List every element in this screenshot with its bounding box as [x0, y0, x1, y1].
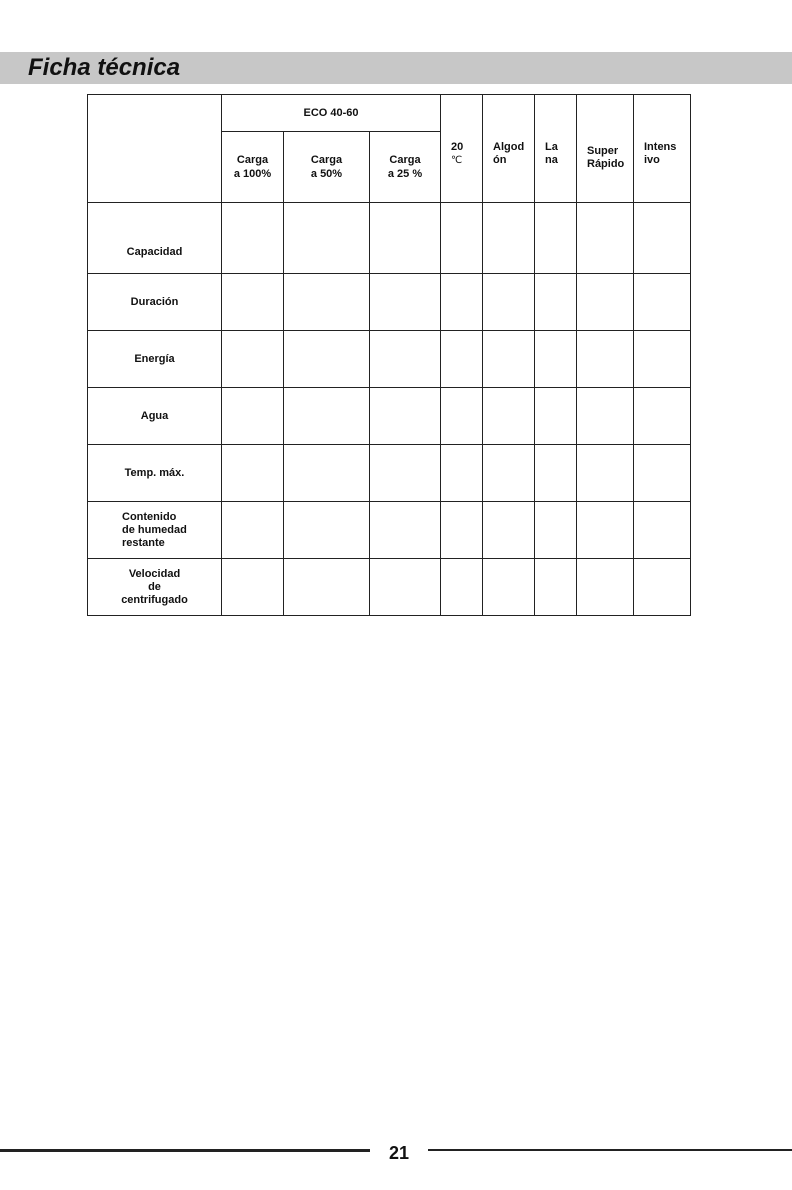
program-header-label: La [545, 141, 558, 153]
table-cell [370, 203, 441, 274]
table-cell [634, 502, 691, 559]
table-cell [222, 559, 284, 616]
table-cell [222, 445, 284, 502]
table-cell [577, 203, 634, 274]
table-cell [577, 445, 634, 502]
table-cell [634, 445, 691, 502]
program-header-label: ivo [644, 154, 660, 166]
table-cell [222, 502, 284, 559]
table-cell [634, 559, 691, 616]
table-cell [222, 331, 284, 388]
table-cell [370, 445, 441, 502]
table-cell [441, 502, 483, 559]
row-label-line: restante [122, 536, 165, 549]
table-cell [222, 388, 284, 445]
table-cell [284, 502, 370, 559]
table-cell [483, 274, 535, 331]
table-cell [535, 274, 577, 331]
row-label-energy: Energía [88, 331, 222, 388]
row-label-max-temp: Temp. máx. [88, 445, 222, 502]
table-cell [222, 274, 284, 331]
table-cell [483, 331, 535, 388]
table-cell [370, 559, 441, 616]
row-label-duration: Duración [88, 274, 222, 331]
table-cell [441, 274, 483, 331]
table-cell [370, 274, 441, 331]
program-header-wool [535, 95, 577, 203]
page-title: Ficha técnica [28, 54, 181, 81]
technical-spec-table [87, 94, 691, 616]
row-label-line: de [148, 580, 161, 593]
program-header-label: Rápido [587, 158, 625, 170]
table-cell [370, 502, 441, 559]
table-cell [483, 388, 535, 445]
eco-load-label: Carga [236, 154, 269, 166]
program-header-label: na [545, 154, 558, 166]
eco-load-value: a 50% [310, 168, 343, 180]
table-row [88, 445, 691, 502]
program-header-label: Algod [493, 141, 525, 153]
eco-load-label: Carga [389, 154, 421, 166]
row-label-line: Velocidad [128, 567, 181, 580]
table-cell [441, 203, 483, 274]
table-cell [284, 388, 370, 445]
row-label-water: Agua [88, 388, 222, 445]
table-cell [535, 445, 577, 502]
table-cell [634, 203, 691, 274]
table-cell [577, 331, 634, 388]
table-cell [284, 331, 370, 388]
eco-load-label: Carga [310, 154, 343, 166]
page-number: 21 [388, 1143, 410, 1163]
eco-load-value: a 100% [233, 168, 272, 180]
program-header-cotton [483, 95, 535, 203]
eco-load-50-header [284, 132, 370, 203]
row-label-residual-moisture [88, 502, 222, 559]
row-label-line: centrifugado [121, 593, 188, 606]
eco-load-25-header [370, 132, 441, 203]
eco-load-100-header [222, 132, 284, 203]
eco-load-value: a 25 % [387, 168, 423, 180]
row-label-spin-speed [88, 559, 222, 616]
table-cell [535, 331, 577, 388]
table-row [88, 502, 691, 559]
table-cell [535, 502, 577, 559]
table-cell [284, 559, 370, 616]
eco-group-header: ECO 40-60 [222, 95, 441, 132]
table-cell [441, 445, 483, 502]
program-header-label: ón [493, 154, 507, 166]
table-cell [577, 274, 634, 331]
table-cell [370, 388, 441, 445]
program-header-20c [441, 95, 483, 203]
table-cell [535, 559, 577, 616]
table-cell [441, 388, 483, 445]
table-cell [634, 331, 691, 388]
table-row [88, 274, 691, 331]
table-cell [535, 388, 577, 445]
footer-rule-right [428, 1149, 792, 1151]
table-cell [441, 559, 483, 616]
row-label-line: Contenido [122, 510, 177, 523]
table-cell [284, 445, 370, 502]
row-label-capacity: Capacidad [88, 203, 222, 274]
table-row [88, 203, 691, 274]
table-cell [483, 445, 535, 502]
table-cell [577, 502, 634, 559]
program-header-super-rapid [577, 95, 634, 203]
table-row [88, 388, 691, 445]
table-cell [441, 331, 483, 388]
table-cell [634, 274, 691, 331]
program-header-intensive [634, 95, 691, 203]
corner-header-cell [88, 95, 222, 203]
table-cell [483, 559, 535, 616]
table-row [88, 331, 691, 388]
table-cell [577, 559, 634, 616]
program-header-label: 20 [451, 141, 464, 153]
table-cell [483, 203, 535, 274]
section-title-bar [0, 52, 792, 84]
table-cell [222, 203, 284, 274]
table-cell [284, 203, 370, 274]
degree-celsius-symbol: ℃ [451, 155, 463, 166]
table-row [88, 559, 691, 616]
table-cell [577, 388, 634, 445]
program-header-label: Super [587, 145, 619, 157]
table-cell [634, 388, 691, 445]
row-label-line: de humedad [122, 523, 187, 536]
table-cell [370, 331, 441, 388]
table-cell [483, 502, 535, 559]
program-header-label: Intens [644, 141, 677, 153]
footer-rule-left [0, 1149, 370, 1152]
table-cell [535, 203, 577, 274]
table-cell [284, 274, 370, 331]
